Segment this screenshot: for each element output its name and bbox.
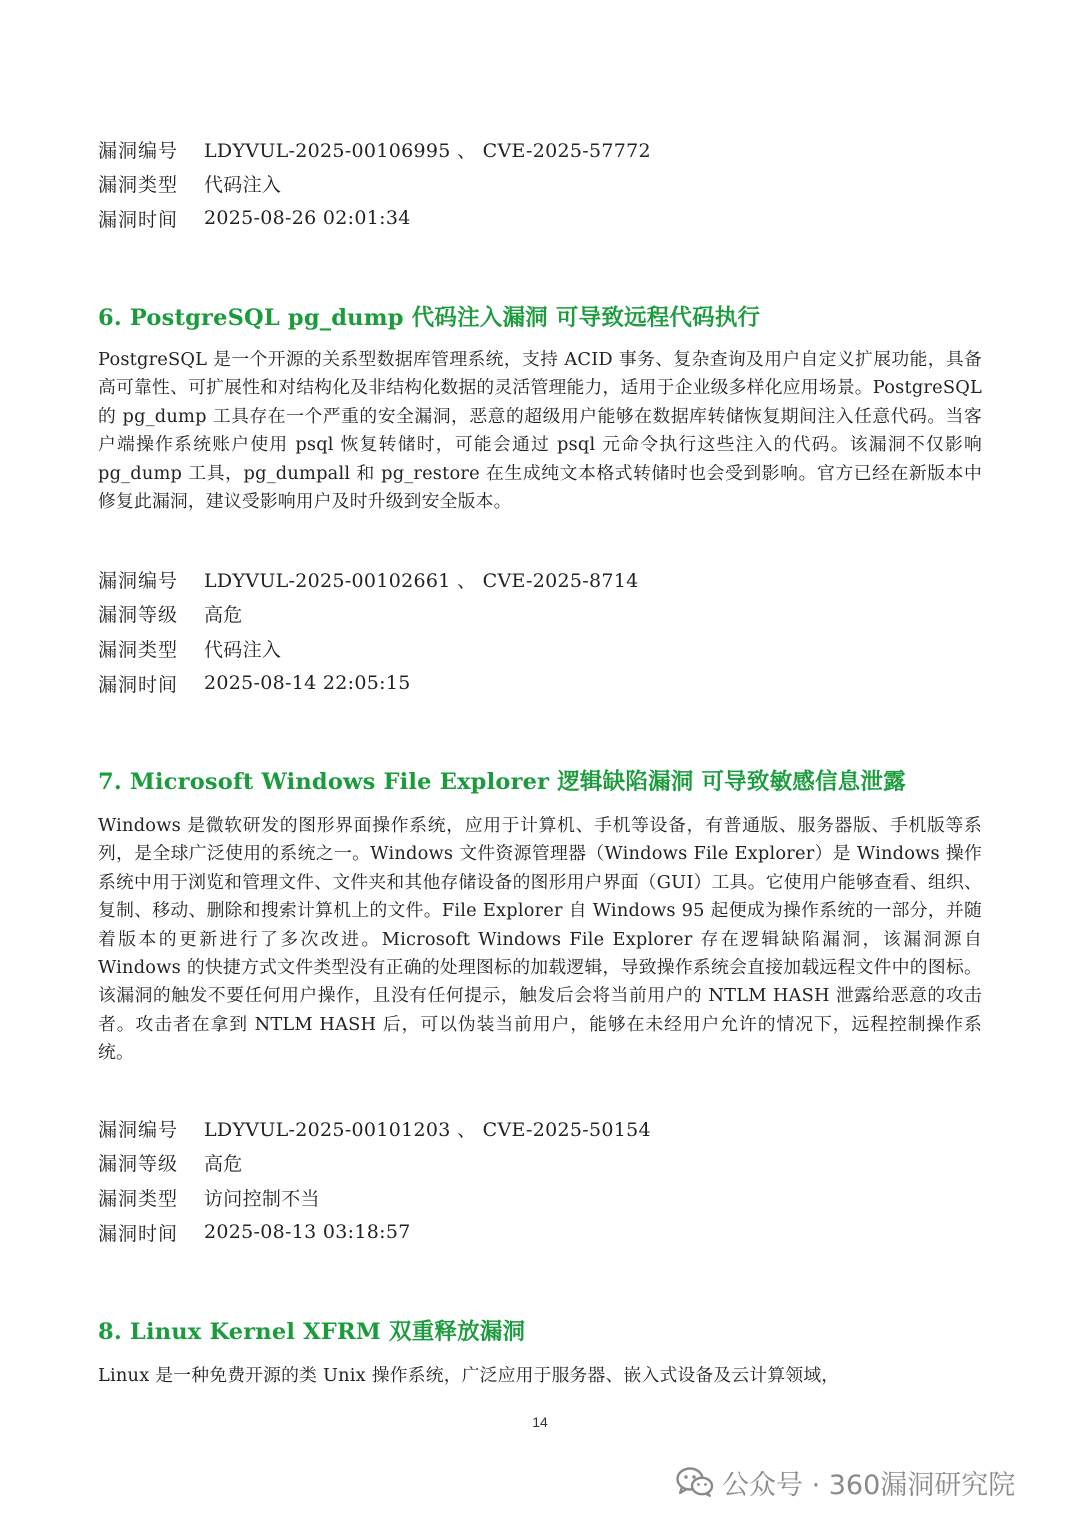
page-number: 14 [532,1414,548,1430]
meta-row-id [98,134,651,164]
meta-label: 漏洞等级 [98,603,179,626]
meta-row-type [98,1182,320,1212]
meta-row-level [98,598,243,628]
meta-label: 漏洞类型 [98,638,179,661]
meta-row-time [98,1217,411,1247]
meta-row-id [98,1113,651,1143]
meta-label: 漏洞等级 [98,1152,179,1175]
meta-value: 2025-08-14 22:05:15 [204,672,411,694]
section-heading-7: 7. Microsoft Windows File Explorer 逻辑缺陷漏洞 可导致敏感信息泄露 [98,769,906,795]
meta-row-time [98,668,411,698]
section-heading-8: 8. Linux Kernel XFRM 双重释放漏洞 [98,1319,526,1345]
watermark [676,1462,1015,1502]
meta-row-type [98,168,281,198]
meta-label: 漏洞编号 [98,1118,179,1141]
watermark-text: 公众号 · 360漏洞研究院 [722,1469,1016,1501]
meta-value: 代码注入 [204,638,282,661]
meta-value: LDYVUL-2025-00102661 、 CVE-2025-8714 [204,569,639,592]
section-paragraph-8: Linux 是一种免费开源的类 Unix 操作系统，广泛应用于服务器、嵌入式设备及云计算领域， [98,1365,840,1386]
meta-label: 漏洞时间 [98,1222,179,1245]
meta-label: 漏洞类型 [98,1187,179,1210]
section-paragraph-7: Windows 是微软研发的图形界面操作系统，应用于计算机、手机等设备，有普通版、服务器版、手机版等系列，是全球广泛使用的系统之一。Windows 文件资源管理器（Windows File Explorer）是 Windows 操作系统中用于浏览和管理文件、文件夹和其他存储设备的图形用户界面（GUI）工具。它使用户能够查看、组织、复制、移动、删除和搜索计算机上的文件。File Explorer 自 Windows 95 起便成为操作系统的一部分，并随着版本的更新进行了多次改进。Microsoft Windows File Explorer 存在逻辑缺陷漏洞，该漏洞源自 Windows 的快捷方式文件类型没有正确的处理图标的加载逻辑，导致操作系统会直接加载远程文件中的图标。该漏洞的触发不要任何用户操作，且没有任何提示，触发后会将当前用户的 NTLM HASH 泄露给恶意的攻击者。攻击者在拿到 NTLM HASH 后，可以伪装当前用户，能够在未经用户允许的情况下，远程控制操作系统。 [98,815,982,1064]
meta-row-time [98,203,411,233]
meta-value: 访问控制不当 [204,1187,320,1210]
meta-row-id [98,564,639,594]
meta-value: 高危 [204,1152,243,1175]
section-heading-6: 6. PostgreSQL pg_dump 代码注入漏洞 可导致远程代码执行 [98,305,761,331]
meta-value: 高危 [204,603,243,626]
meta-value: 2025-08-13 03:18:57 [204,1221,411,1243]
meta-value: 2025-08-26 02:01:34 [204,207,411,229]
meta-value: 代码注入 [204,173,282,196]
meta-label: 漏洞时间 [98,673,179,696]
meta-value: LDYVUL-2025-00106995 、 CVE-2025-57772 [204,139,651,162]
meta-label: 漏洞类型 [98,173,179,196]
wechat-icon [676,1466,714,1498]
meta-label: 漏洞编号 [98,569,179,592]
meta-label: 漏洞时间 [98,208,179,231]
section-paragraph-6: PostgreSQL 是一个开源的关系型数据库管理系统，支持 ACID 事务、复杂查询及用户自定义扩展功能，具备高可靠性、可扩展性和对结构化及非结构化数据的灵活管理能力，适用于企业级多样化应用场景。PostgreSQL 的 pg_dump 工具存在一个严重的安全漏洞，恶意的超级用户能够在数据库转储恢复期间注入任意代码。当客户端操作系统账户使用 psql 恢复转储时，可能会通过 psql 元命令执行这些注入的代码。该漏洞不仅影响 pg_dump 工具，pg_dumpall 和 pg_restore 在生成纯文本格式转储时也会受到影响。官方已经在新版本中修复此漏洞，建议受影响用户及时升级到安全版本。 [98,349,982,513]
meta-row-type [98,633,281,663]
meta-value: LDYVUL-2025-00101203 、 CVE-2025-50154 [204,1118,651,1141]
meta-label: 漏洞编号 [98,139,179,162]
meta-row-level [98,1147,243,1177]
